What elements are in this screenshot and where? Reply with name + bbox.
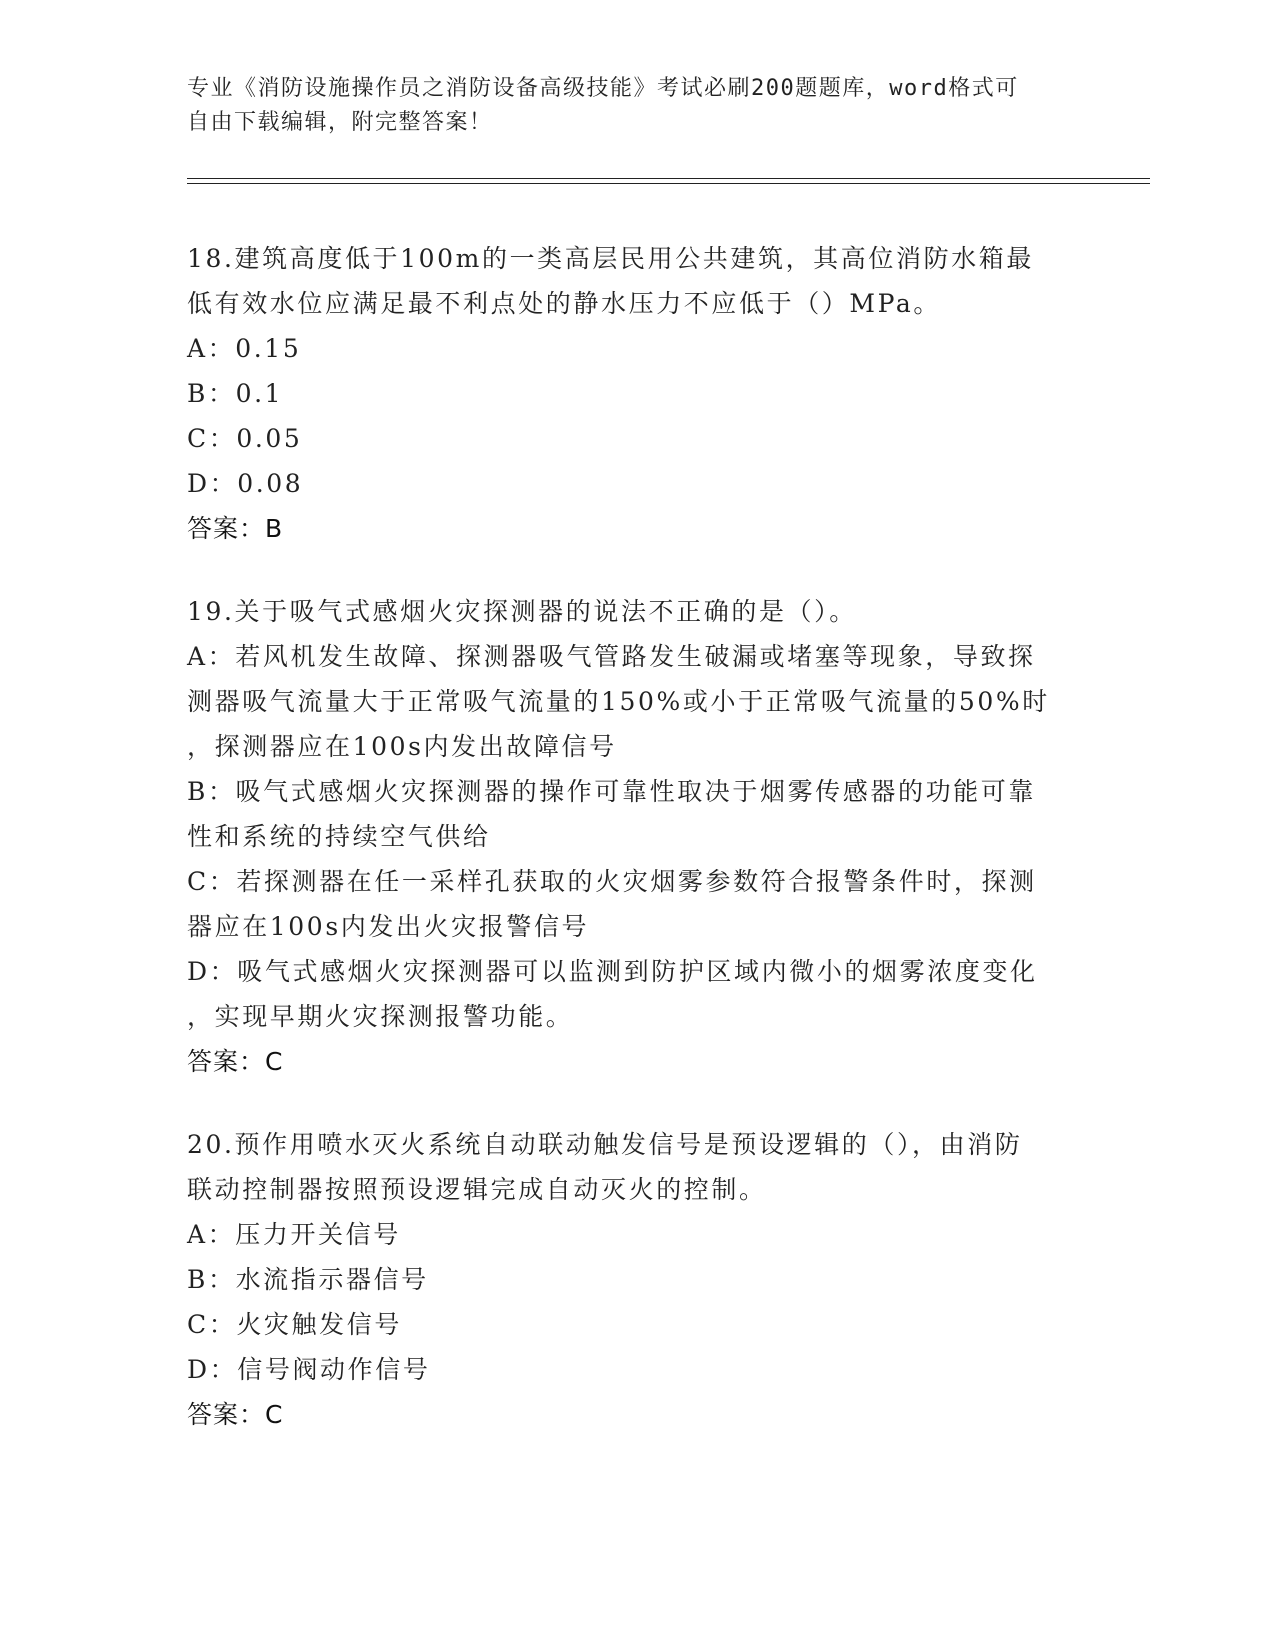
answer-option: [187, 416, 1087, 461]
answer-option: [187, 371, 1087, 416]
answer-option-text: D：吸气式感烟火灾探测器可以监测到防护区域内微小的烟雾浓度变化: [187, 957, 1038, 986]
answer-key: 答案：C: [187, 1047, 284, 1076]
answer-key: 答案：C: [187, 1400, 284, 1429]
question-block: [187, 236, 1087, 551]
answer-option-text: ，探测器应在100s内发出故障信号: [187, 732, 617, 761]
question-stem: 20.预作用喷水灭火系统自动联动触发信号是预设逻辑的（），由消防: [187, 1130, 1023, 1159]
answer-option: [187, 1257, 1087, 1302]
answer-option-text: 测器吸气流量大于正常吸气流量的150%或小于正常吸气流量的50%时: [187, 687, 1050, 716]
answer-option-text: A：若风机发生故障、探测器吸气管路发生破漏或堵塞等现象，导致探: [187, 642, 1036, 671]
answer-option: [187, 769, 1087, 859]
answer-option: [187, 461, 1087, 506]
header-line-2: 自由下载编辑，附完整答案！: [187, 110, 493, 135]
answer-option: [187, 634, 1087, 769]
answer-option-text: ，实现早期火灾探测报警功能。: [187, 1002, 574, 1031]
answer-option-text: D：信号阀动作信号: [187, 1355, 431, 1384]
answer-option-text: 器应在100s内发出火灾报警信号: [187, 912, 590, 941]
answer-option: [187, 859, 1087, 949]
answer-option-text: C：若探测器在任一采样孔获取的火灾烟雾参数符合报警条件时，探测: [187, 867, 1037, 896]
header-line-1: 专业《消防设施操作员之消防设备高级技能》考试必刷200题题库，word格式可: [187, 76, 1019, 101]
answer-option: [187, 949, 1087, 1039]
answer-option-text: 性和系统的持续空气供给: [187, 822, 491, 851]
answer-option-text: D：0.08: [187, 469, 304, 498]
question-stem: 18.建筑高度低于100m的一类高层民用公共建筑，其高位消防水箱最: [187, 244, 1034, 273]
header-divider-top: [187, 178, 1150, 179]
answer-option-text: C：0.05: [187, 424, 303, 453]
answer-option: [187, 326, 1087, 371]
header-divider-bottom: [187, 183, 1150, 184]
answer-option-text: A：压力开关信号: [187, 1220, 401, 1249]
question-block: [187, 1122, 1087, 1437]
answer-option-text: B：0.1: [187, 379, 284, 408]
document-header: [187, 72, 1067, 140]
answer-option: [187, 1212, 1087, 1257]
answer-option-text: A：0.15: [187, 334, 302, 363]
question-stem: 联动控制器按照预设逻辑完成自动灭火的控制。: [187, 1175, 767, 1204]
question-stem: 19.关于吸气式感烟火灾探测器的说法不正确的是（）。: [187, 597, 857, 626]
answer-key: 答案：B: [187, 514, 284, 543]
answer-option: [187, 1347, 1087, 1392]
answer-option-text: B：吸气式感烟火灾探测器的操作可靠性取决于烟雾传感器的功能可靠: [187, 777, 1036, 806]
answer-option-text: C：火灾触发信号: [187, 1310, 402, 1339]
question-block: [187, 589, 1087, 1084]
question-stem: 低有效水位应满足最不利点处的静水压力不应低于（）MPa。: [187, 289, 942, 318]
answer-option: [187, 1302, 1087, 1347]
answer-option-text: B：水流指示器信号: [187, 1265, 429, 1294]
question-list: [187, 236, 1087, 1475]
